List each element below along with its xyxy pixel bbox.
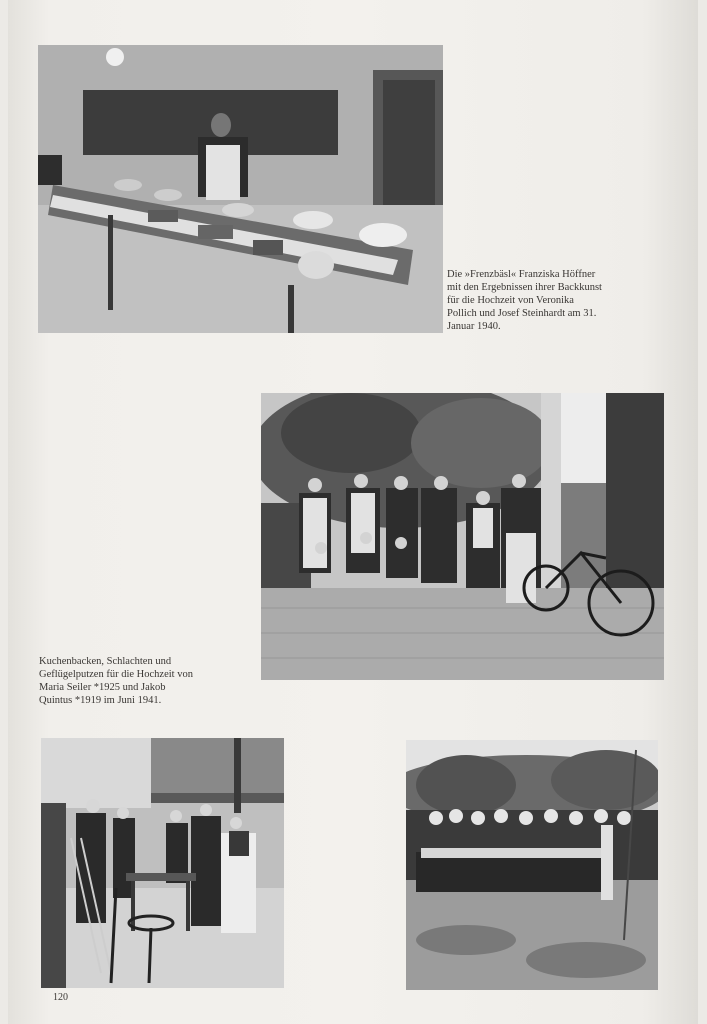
caption-line: für die Hochzeit von Veronika [447,295,574,306]
page-number: 120 [53,992,68,1003]
photo-bakery-table [38,45,443,333]
caption-line: Januar 1940. [447,321,501,332]
caption-line: Geflügelputzen für die Hochzeit von [39,669,193,680]
caption-line: Maria Seiler *1925 und Jakob [39,682,166,693]
caption-line: Pollich und Josef Steinhardt am 31. [447,308,597,319]
book-page [8,0,698,1024]
caption-wedding-prep [39,655,259,707]
caption-line: Kuchenbacken, Schlachten und [39,656,172,667]
photo-women-row [406,740,658,990]
caption-line: Die »Frenzbäsl« Franziska Höffner [447,269,596,280]
caption-line: Quintus *1919 im Juni 1941. [39,695,162,706]
caption-line: mit den Ergebnissen ihrer Backkunst [447,282,602,293]
photo-yard-table [41,738,284,988]
caption-bakery [447,268,677,333]
photo-courtyard-group [261,393,664,680]
